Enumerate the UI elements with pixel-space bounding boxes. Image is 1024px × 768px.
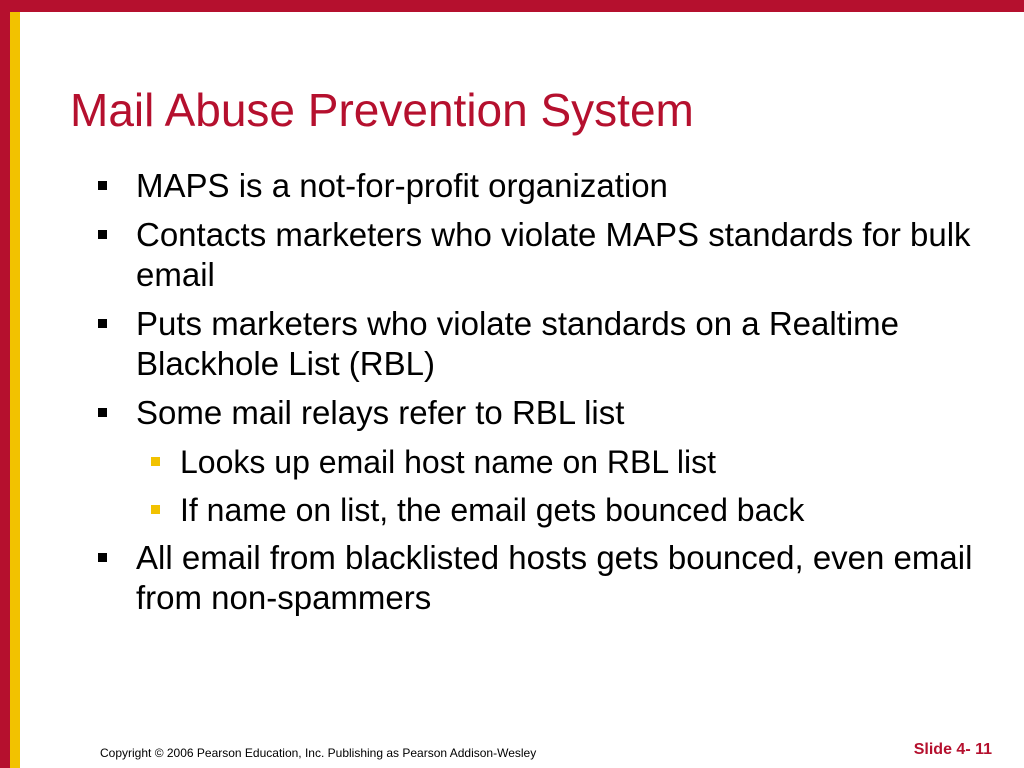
square-bullet-icon <box>98 181 107 190</box>
left-accent-bar-red <box>0 0 10 768</box>
square-bullet-icon <box>98 230 107 239</box>
bullet-item <box>96 215 976 295</box>
slide-title: Mail Abuse Prevention System <box>70 84 694 136</box>
top-accent-bar <box>0 0 1024 12</box>
square-bullet-icon <box>98 553 107 562</box>
bullet-item <box>96 166 976 206</box>
square-bullet-icon <box>98 319 107 328</box>
left-accent-bar-yellow <box>10 12 20 768</box>
sub-bullet-text: Looks up email host name on RBL list <box>180 444 716 480</box>
bullet-text: Some mail relays refer to RBL list <box>136 394 625 431</box>
bullet-list <box>96 166 976 627</box>
bullet-text: All email from blacklisted hosts gets bounced, even email from non-spammers <box>136 539 973 616</box>
bullet-text: MAPS is a not-for-profit organization <box>136 167 668 204</box>
sub-bullet-item <box>96 442 976 482</box>
square-bullet-icon <box>98 408 107 417</box>
square-sub-bullet-icon <box>151 505 160 514</box>
sub-bullet-text: If name on list, the email gets bounced back <box>180 492 805 528</box>
bullet-text: Contacts marketers who violate MAPS standards for bulk email <box>136 216 971 293</box>
bullet-item <box>96 304 976 384</box>
bullet-text: Puts marketers who violate standards on a Realtime Blackhole List (RBL) <box>136 305 900 382</box>
footer-copyright: Copyright © 2006 Pearson Education, Inc. Publishing as Pearson Addison-Wesley <box>100 746 537 760</box>
bullet-item <box>96 393 976 433</box>
sub-bullet-item <box>96 490 976 530</box>
footer-slide-number: Slide 4- 11 <box>913 741 992 758</box>
square-sub-bullet-icon <box>151 457 160 466</box>
bullet-item <box>96 538 976 618</box>
